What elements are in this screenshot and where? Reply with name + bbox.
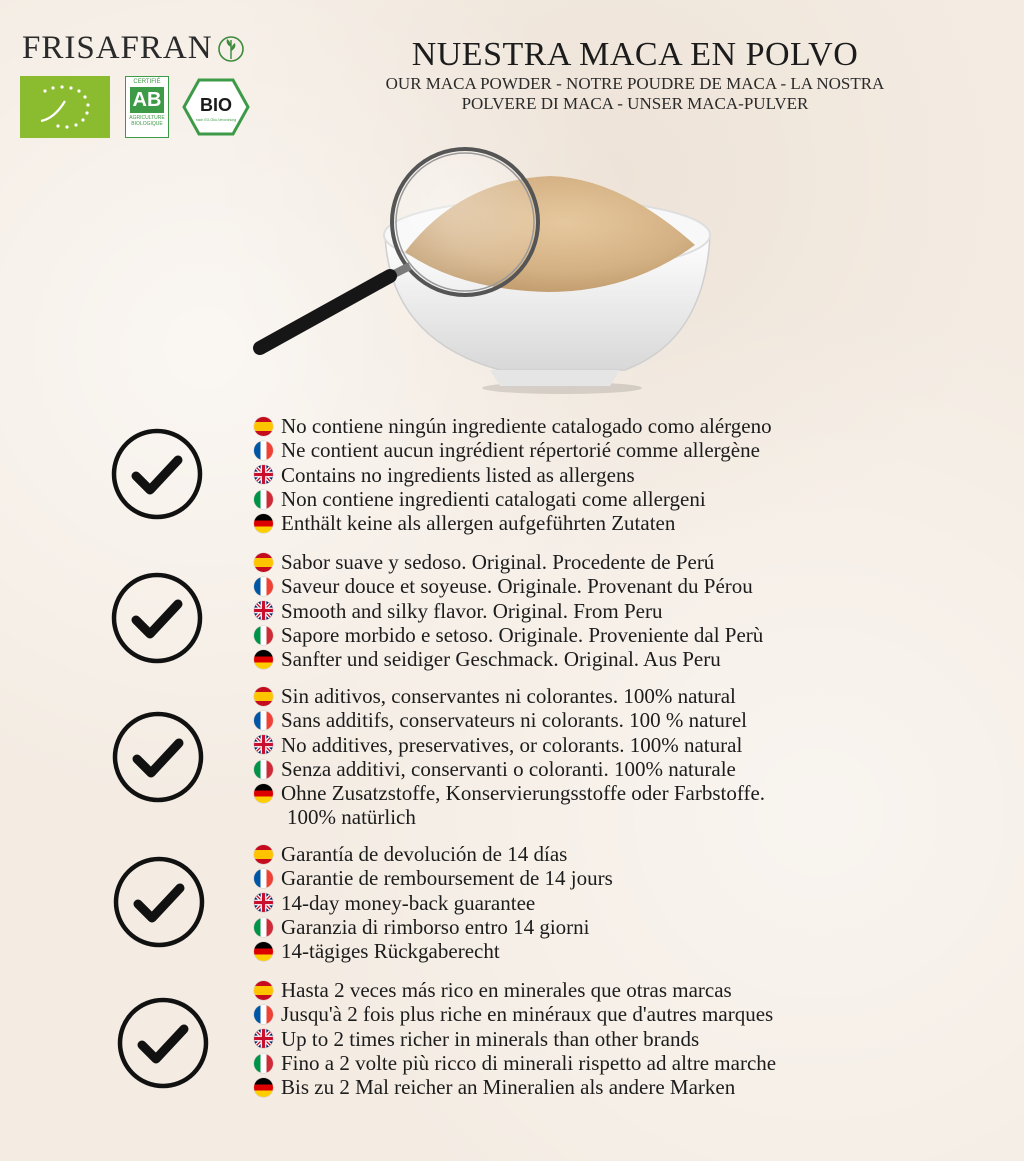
subtitle-line-1: OUR MACA POWDER - NOTRE POUDRE DE MACA - LA NOSTRA (385, 74, 885, 93)
feature-line: Sans additifs, conservateurs ni colorants. 100 % naturel (254, 708, 765, 732)
germany-flag-icon (254, 650, 273, 669)
bio-hexagon-icon (182, 78, 250, 136)
italy-flag-icon (254, 760, 273, 779)
leaf-icon (217, 32, 245, 66)
ab-mark: AB (130, 87, 164, 113)
spain-flag-icon (254, 417, 273, 436)
uk-flag-icon (254, 1029, 273, 1048)
france-flag-icon (254, 1005, 273, 1024)
spain-flag-icon (254, 687, 273, 706)
feature-line: Sanfter und seidiger Geschmack. Original. Aus Peru (254, 647, 763, 671)
feature-block-allergens (254, 414, 772, 535)
subtitle-line-2: POLVERE DI MACA - UNSER MACA-PULVER (461, 94, 809, 113)
checkmark-icon (111, 710, 205, 804)
spain-flag-icon (254, 981, 273, 1000)
spain-flag-icon (254, 845, 273, 864)
feature-line: Non contiene ingredienti catalogati come allergeni (254, 487, 772, 511)
feature-line: No additives, preservatives, or colorants. 100% natural (254, 733, 765, 757)
ab-organic-logo (125, 76, 169, 138)
feature-block-minerals (254, 978, 776, 1099)
italy-flag-icon (254, 918, 273, 937)
maca-powder-bowl-image (250, 140, 720, 400)
feature-line: Up to 2 times richer in minerals than other brands (254, 1027, 776, 1051)
feature-line: Sapore morbido e setoso. Originale. Proveniente dal Perù (254, 623, 763, 647)
france-flag-icon (254, 711, 273, 730)
feature-line: Ne contient aucun ingrédient répertorié comme allergène (254, 438, 772, 462)
feature-line: 14-tägiges Rückgaberecht (254, 939, 613, 963)
bio-hexagon-logo (182, 78, 250, 136)
france-flag-icon (254, 441, 273, 460)
checkmark-icon (112, 855, 206, 949)
ab-bottom-text: AGRICULTURE BIOLOGIQUE (129, 115, 165, 127)
feature-line: Sin aditivos, conservantes ni colorantes. 100% natural (254, 684, 765, 708)
spain-flag-icon (254, 553, 273, 572)
feature-line: Hasta 2 veces más rico en minerales que otras marcas (254, 978, 776, 1002)
page-title: NUESTRA MACA EN POLVO (411, 36, 859, 73)
feature-line: Bis zu 2 Mal reicher an Mineralien als andere Marken (254, 1075, 776, 1099)
eu-organic-logo (20, 76, 110, 138)
feature-line: Garanzia di rimborso entro 14 giorni (254, 915, 613, 939)
uk-flag-icon (254, 465, 273, 484)
brand-logo (22, 30, 245, 67)
feature-line: Contains no ingredients listed as allergens (254, 463, 772, 487)
feature-line: Enthält keine als allergen aufgeführten Zutaten (254, 511, 772, 535)
italy-flag-icon (254, 1054, 273, 1073)
bio-mark: BIO (199, 95, 233, 115)
feature-line-continuation: 100% natürlich (287, 805, 416, 830)
france-flag-icon (254, 869, 273, 888)
page-subtitle (350, 74, 920, 114)
feature-line: Saveur douce et soyeuse. Originale. Provenant du Pérou (254, 574, 763, 598)
feature-line: Sabor suave y sedoso. Original. Procedente de Perú (254, 550, 763, 574)
germany-flag-icon (254, 514, 273, 533)
feature-line: Fino a 2 volte più ricco di minerali rispetto ad altre marche (254, 1051, 776, 1075)
germany-flag-icon (254, 784, 273, 803)
feature-line: Smooth and silky flavor. Original. From Peru (254, 599, 763, 623)
brand-name: FRISAFRAN (22, 30, 213, 66)
feature-block-guarantee (254, 842, 613, 963)
france-flag-icon (254, 577, 273, 596)
uk-flag-icon (254, 735, 273, 754)
checkmark-icon (110, 571, 204, 665)
ab-top-text: CERTIFIÉ (133, 79, 161, 85)
feature-line: Senza additivi, conservanti o coloranti. 100% naturale (254, 757, 765, 781)
germany-flag-icon (254, 942, 273, 961)
bio-small-text: nach EG-Öko-Verordnung (195, 118, 237, 122)
uk-flag-icon (254, 601, 273, 620)
feature-line: Jusqu'à 2 fois plus riche en minéraux que d'autres marques (254, 1002, 776, 1026)
feature-line: Ohne Zusatzstoffe, Konservierungsstoffe oder Farbstoffe. (254, 781, 765, 805)
feature-line: 14-day money-back guarantee (254, 891, 613, 915)
germany-flag-icon (254, 1078, 273, 1097)
feature-line: Garantie de remboursement de 14 jours (254, 866, 613, 890)
feature-block-additives (254, 684, 765, 830)
checkmark-icon (110, 427, 204, 521)
feature-line: No contiene ningún ingrediente catalogado como alérgeno (254, 414, 772, 438)
feature-line: Garantía de devolución de 14 días (254, 842, 613, 866)
checkmark-icon (116, 996, 210, 1090)
eu-organic-leaf-icon (27, 81, 103, 133)
italy-flag-icon (254, 626, 273, 645)
italy-flag-icon (254, 490, 273, 509)
uk-flag-icon (254, 893, 273, 912)
feature-block-flavor (254, 550, 763, 671)
